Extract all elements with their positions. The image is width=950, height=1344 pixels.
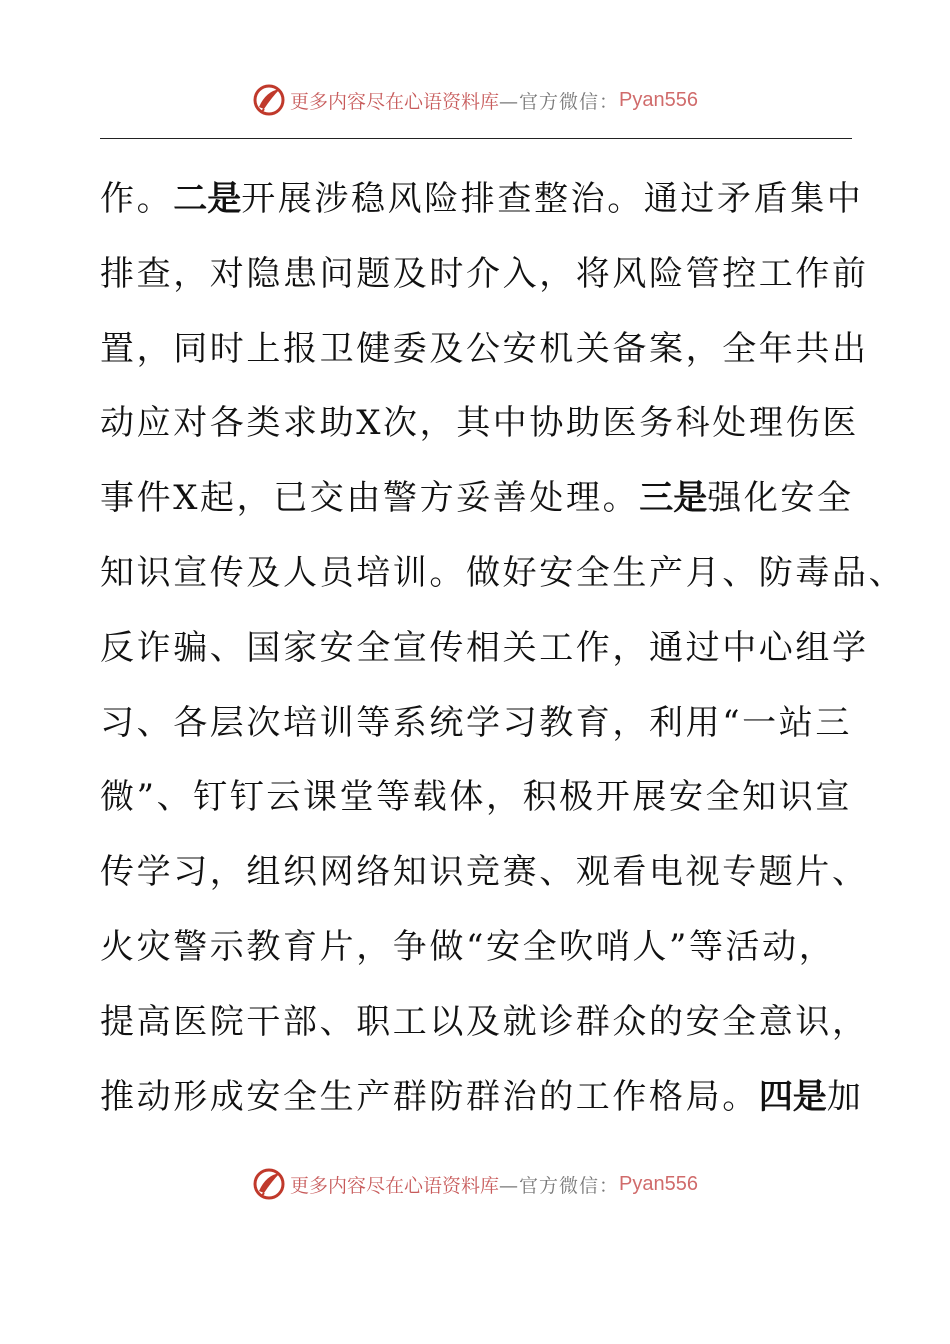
document-body — [100, 162, 906, 1134]
text-line — [100, 536, 906, 611]
header-banner — [0, 80, 950, 120]
footer-banner — [0, 1164, 950, 1204]
text-segment: 火灾警示教育片，争做“安全吹哨人”等活动， — [100, 926, 836, 967]
text-line — [100, 835, 880, 910]
text-line — [100, 237, 880, 312]
pen-logo-icon — [252, 83, 286, 117]
pen-logo-icon — [252, 1167, 286, 1201]
text-segment: 加 — [826, 1076, 864, 1117]
text-segment: 传学习，组织网络知识竞赛、观看电视专题片、 — [100, 852, 869, 893]
text-segment: 排查，对隐患问题及时介入，将风险管控工作前 — [100, 253, 869, 294]
text-line — [100, 1060, 880, 1135]
text-segment: 微”、钉钉云课堂等载体，积极开展安全知识宣 — [100, 777, 852, 818]
text-line — [100, 611, 880, 686]
text-segment: 开展涉稳风险排查整治。通过矛盾集中 — [241, 179, 864, 219]
header-banner-wechat-label: —官方微信： — [499, 90, 620, 113]
text-line — [100, 760, 880, 835]
text-segment: 反诈骗、国家安全宣传相关工作，通过中心组学 — [100, 627, 869, 668]
text-line — [100, 910, 880, 985]
bold-lead-phrase: 二是 — [173, 179, 242, 219]
footer-banner-title: 更多内容尽在心语资料库 — [290, 1174, 500, 1197]
text-segment: 推动形成安全生产群防群治的工作格局。 — [100, 1076, 759, 1117]
text-segment: 动应对各类求助X次，其中协助医务科处理伤医 — [100, 403, 859, 444]
text-line — [100, 461, 880, 536]
header-banner-title: 更多内容尽在心语资料库 — [290, 90, 500, 113]
text-segment: 作。 — [100, 179, 174, 219]
text-segment: 置，同时上报卫健委及公安机关备案，全年共出 — [100, 328, 869, 369]
text-segment: 强化安全 — [707, 478, 854, 519]
text-segment: 知识宣传及人员培训。做好安全生产月、防毒品、 — [100, 552, 906, 593]
text-line — [100, 162, 880, 237]
text-line — [100, 686, 880, 761]
bold-lead-phrase: 四是 — [758, 1076, 827, 1117]
footer-banner-wechat-label: —官方微信： — [499, 1174, 620, 1197]
text-segment: 事件X起，已交由警方妥善处理。 — [100, 478, 640, 519]
text-line — [100, 985, 880, 1060]
header-divider — [100, 138, 852, 139]
footer-banner-wechat-id: Pyan556 — [619, 1172, 698, 1195]
text-segment: 习、各层次培训等系统学习教育，利用“一站三 — [100, 702, 852, 743]
text-line — [100, 312, 880, 387]
bold-lead-phrase: 三是 — [639, 478, 708, 519]
header-banner-wechat-id: Pyan556 — [619, 88, 698, 111]
text-segment: 提高医院干部、职工以及就诊群众的安全意识， — [100, 1001, 869, 1042]
text-line — [100, 386, 880, 461]
